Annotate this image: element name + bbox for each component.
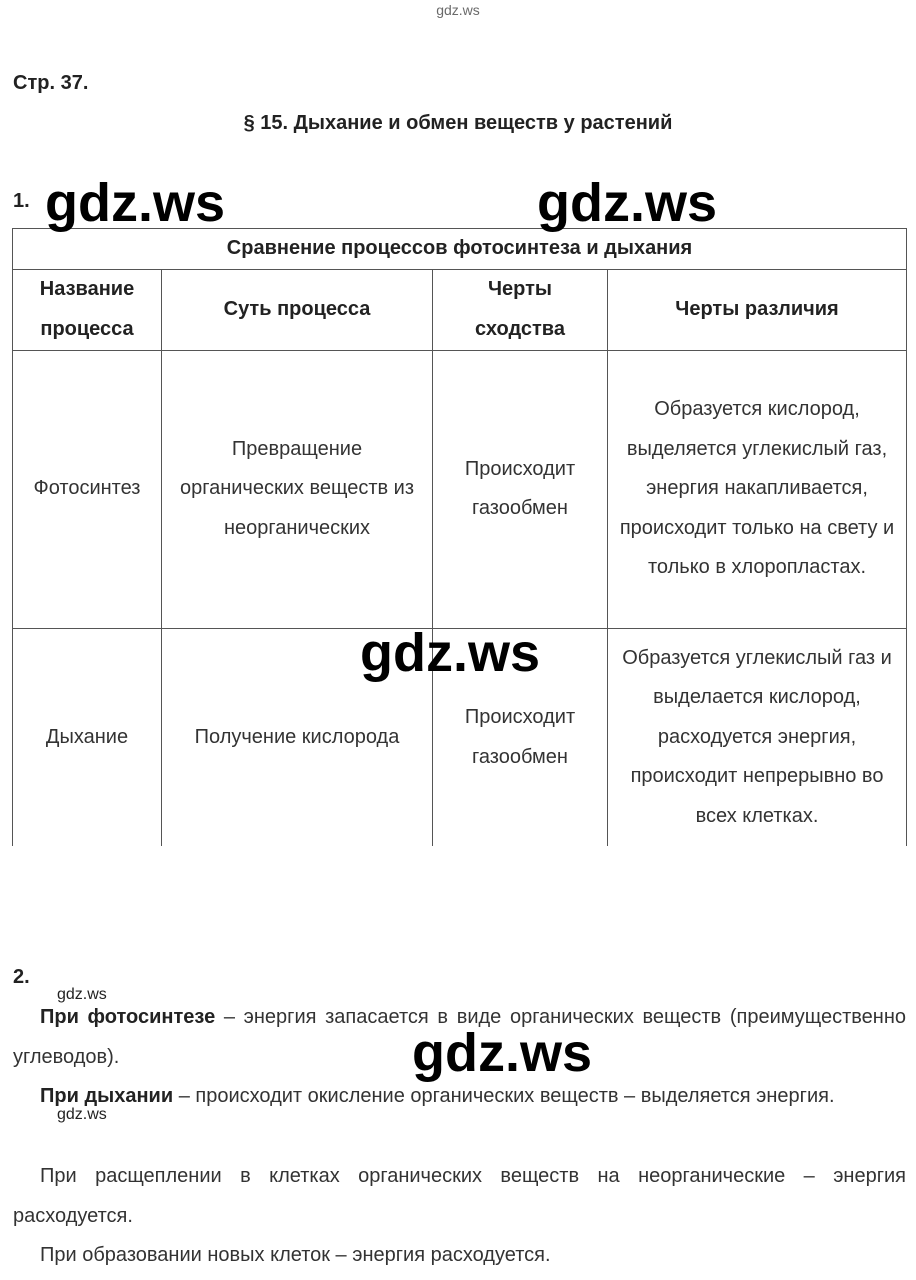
- cell-essence: Получение кислорода: [162, 628, 433, 847]
- header-similarity: Черты сходства: [433, 269, 608, 350]
- watermark-top: gdz.ws: [436, 2, 480, 18]
- comparison-table: [12, 228, 907, 848]
- table-caption: Сравнение процессов фотосинтеза и дыхания: [13, 229, 907, 270]
- cell-process-name: Дыхание: [13, 628, 162, 847]
- watermark-small: gdz.ws: [57, 986, 107, 1003]
- section-title: § 15. Дыхание и обмен веществ у растений: [243, 112, 673, 134]
- paragraph-text: – энергия запасается в виде органических веществ (преимущественно углеводов).: [13, 1006, 906, 1068]
- page-number: Стр. 37.: [13, 72, 89, 94]
- table-row: [13, 350, 907, 628]
- cell-essence: Превращение органических веществ из неорганических: [162, 350, 433, 628]
- watermark: gdz.ws: [537, 173, 718, 233]
- cell-similarity: Происходит газообмен: [433, 350, 608, 628]
- watermark: gdz.ws: [360, 623, 541, 683]
- paragraph-new-cells: При образовании новых клеток – энергия расходуется.: [40, 1244, 551, 1266]
- task-2-number: 2.: [13, 966, 30, 988]
- table-cutoff: [0, 846, 916, 866]
- term-photosynthesis: При фотосинтезе: [40, 1006, 216, 1028]
- header-difference: Черты различия: [608, 269, 907, 350]
- term-respiration: При дыхании: [40, 1085, 174, 1107]
- paragraph-respiration: [13, 1076, 906, 1116]
- cell-difference: Образуется кислород, выделяется углекислый газ, энергия накапливается, происходит только на свету и только в хлоропластах.: [608, 350, 907, 628]
- task-1-number: 1.: [13, 190, 30, 212]
- cell-similarity: Происходит газообмен: [433, 628, 608, 847]
- watermark: gdz.ws: [45, 173, 226, 233]
- header-essence: Суть процесса: [162, 269, 433, 350]
- paragraph-breakdown: При расщеплении в клетках органических веществ на неорганические – энергия расходуется.: [13, 1165, 906, 1227]
- cell-process-name: Фотосинтез: [13, 350, 162, 628]
- paragraph-text: – происходит окисление органических веществ – выделяется энергия.: [173, 1085, 835, 1107]
- header-name: Название процесса: [13, 269, 162, 350]
- watermark-small: gdz.ws: [57, 1106, 107, 1123]
- watermark: gdz.ws: [412, 1023, 593, 1083]
- cell-difference: Образуется углекислый газ и выделается кислород, расходуется энергия, происходит непрерывно во всех клетках.: [608, 628, 907, 847]
